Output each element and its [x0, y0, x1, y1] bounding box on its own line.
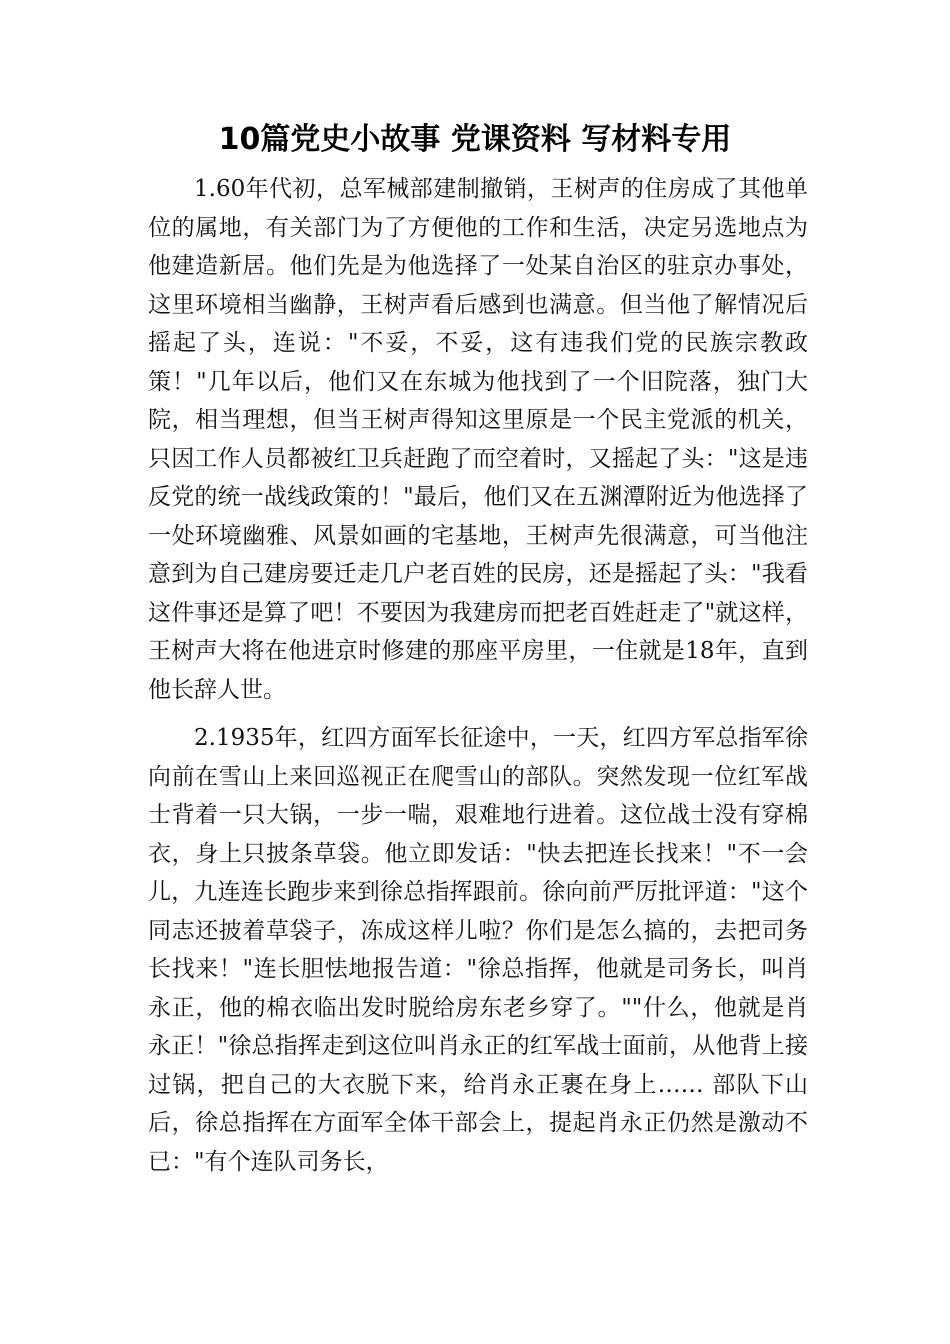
document-body [148, 170, 808, 1191]
paragraph-1: 1.60年代初，总军械部建制撤销，王树声的住房成了其他单位的属地，有关部门为了方便他的工作和生活，决定另选地点为他建造新居。他们先是为他选择了一处某自治区的驻京办事处，这里环境相当幽静，王树声看后感到也满意。但当他了解情况后摇起了头，连说："不妥，不妥，这有违我们党的民族宗教政策！"几年以后，他们又在东城为他找到了一个旧院落，独门大院，相当理想，但当王树声得知这里原是一个民主党派的机关，只因工作人员都被红卫兵赶跑了而空着时，又摇起了头："这是违反党的统一战线政策的！"最后，他们又在五渊潭附近为他选择了一处环境幽雅、风景如画的宅基地，王树声先很满意，可当他注意到为自己建房要迁走几户老百姓的民房，还是摇起了头："我看这件事还是算了吧！不要因为我建房而把老百姓赶走了"就这样，王树声大将在他进京时修建的那座平房里，一住就是18年，直到他长辞人世。 [148, 176, 808, 703]
document-title: 10篇党史小故事 党课资料 写材料专用 [218, 122, 732, 157]
paragraph-2: 2.1935年，红四方面军长征途中，一天，红四方军总指军徐向前在雪山上来回巡视正在爬雪山的部队。突然发现一位红军战士背着一只大锅，一步一喘，艰难地行进着。这位战士没有穿棉衣，身上只披条草袋。他立即发话："快去把连长找来！"不一会儿，九连连长跑步来到徐总指挥跟前。徐向前严厉批评道："这个同志还披着草袋子，冻成这样儿啦？你们是怎么搞的，去把司务长找来！"连长胆怯地报告道："徐总指挥，他就是司务长，叫肖永正，他的棉衣临出发时脱给房东老乡穿了。""什么，他就是肖永正！"徐总指挥走到这位叫肖永正的红军战士面前，从他背上接过锅，把自己的大衣脱下来，给肖永正裹在身上…… 部队下山后，徐总指挥在方面军全体干部会上，提起肖永正仍然是激动不已："有个连队司务长， [148, 725, 808, 1175]
